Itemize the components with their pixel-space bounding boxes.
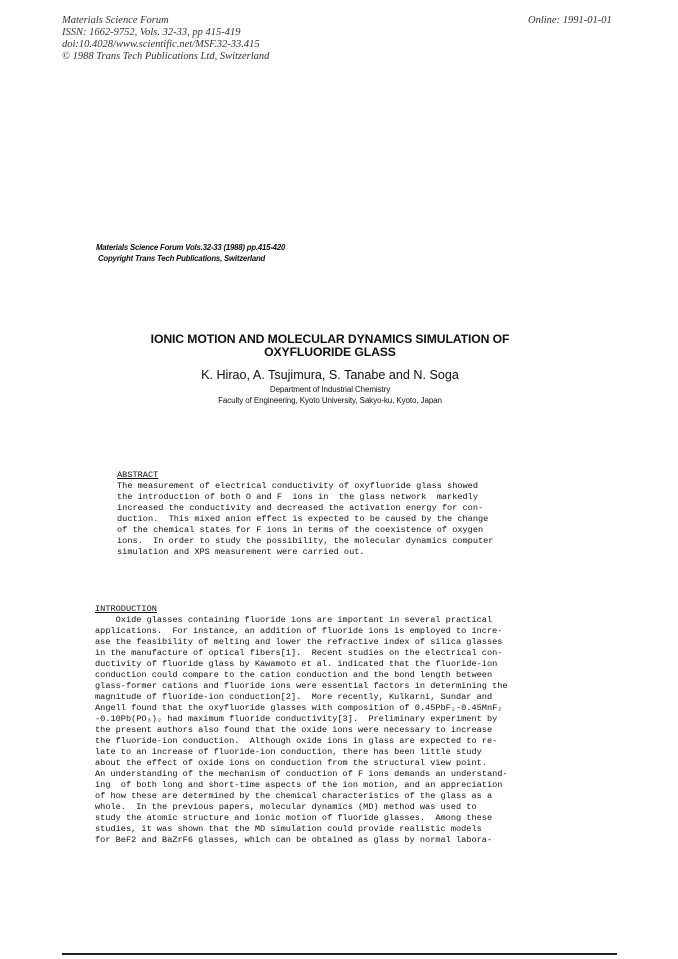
intro-line: conduction could compare to the cation conduction and the bond length between — [95, 670, 493, 680]
intro-line: the present authors also found that the oxide ions were necessary to increase — [95, 725, 493, 735]
affiliation-faculty: Faculty of Engineering, Kyoto University, Sakyo-ku, Kyoto, Japan — [218, 396, 442, 405]
intro-line: whole. In the previous papers, molecular dynamics (MD) method was used to — [95, 802, 477, 812]
journal-copyright: Copyright Trans Tech Publications, Switzerland — [98, 254, 266, 263]
paper-authors: K. Hirao, A. Tsujimura, S. Tanabe and N. Soga — [201, 368, 459, 382]
paper-title-line2: OXYFLUORIDE GLASS — [264, 345, 396, 359]
intro-line: -0.10Pb(PO₃)₂ had maximum fluoride conductivity[3]. Preliminary experiment by — [95, 714, 498, 724]
affiliation-department: Department of Industrial Chemistry — [269, 385, 391, 394]
abstract-heading: ABSTRACT — [117, 470, 159, 480]
journal-citation: Materials Science Forum Vols.32-33 (1988) pp.415-420 — [96, 243, 286, 252]
intro-line: late to an increase of fluoride-ion conduction, there has been little study — [95, 747, 482, 757]
intro-line: of how these are determined by the chemical characteristics of the glass as a — [95, 791, 493, 801]
intro-line: ductivity of fluoride glass by Kawamoto et al. indicated that the fluoride-ion — [95, 659, 498, 669]
abstract-line: duction. This mixed anion effect is expected to be caused by the change — [117, 514, 489, 524]
intro-line: Oxide glasses containing fluoride ions are important in several practical — [95, 615, 493, 625]
intro-line: applications. For instance, an addition of fluoride ions is employed to incre- — [95, 626, 503, 636]
intro-line: ing of both long and short-time aspects of the ion motion, and an appreciation — [95, 780, 503, 790]
intro-line: An understanding of the mechanism of conduction of F ions demands an understand- — [95, 769, 508, 779]
intro-line: studies, it was shown that the MD simulation could provide realistic models — [95, 824, 482, 834]
abstract-line: simulation and XPS measurement were carried out. — [117, 547, 365, 557]
intro-line: ase the feasibility of melting and lower the refractive index of silica glasses — [95, 637, 503, 647]
abstract-line: ions. In order to study the possibility, the molecular dynamics computer — [117, 536, 494, 546]
intro-line: Angell found that the oxyfluoride glasses with composition of 0.45PbF₂-0.45MnF₂ — [95, 703, 503, 713]
abstract-line: the introduction of both O and F ions in the glass network markedly — [117, 492, 478, 502]
intro-line: about the effect of oxide ions on conduction from the structural view point. — [95, 758, 487, 768]
paper-title-line1: IONIC MOTION AND MOLECULAR DYNAMICS SIMULATION OF — [150, 332, 510, 346]
intro-line: study the atomic structure and ionic motion of fluoride glasses. Among these — [95, 813, 493, 823]
issn-line: ISSN: 1662-9752, Vols. 32-33, pp 415-419 — [62, 27, 241, 38]
intro-line: for BeF2 and BaZrF6 glasses, which can be obtained as glass by normal labora- — [95, 835, 493, 845]
abstract-line: increased the conductivity and decreased the activation energy for con- — [117, 503, 484, 513]
online-date: Online: 1991-01-01 — [528, 15, 612, 26]
abstract-line: The measurement of electrical conductivity of oxyfluoride glass showed — [117, 481, 478, 491]
copyright-line: © 1988 Trans Tech Publications Ltd, Switzerland — [62, 51, 270, 62]
abstract-line: of the chemical states for F ions in terms of the coexistence of oxygen — [117, 525, 484, 535]
intro-line: glass-former cations and fluoride ions were essential factors in determining the — [95, 681, 508, 691]
introduction-heading: INTRODUCTION — [95, 604, 157, 614]
page-bottom-rule — [62, 953, 617, 955]
intro-line: in the manufacture of optical fibers[1]. Recent studies on the electrical con- — [95, 648, 503, 658]
doi-line[interactable]: doi:10.4028/www.scientific.net/MSF.32-33.415 — [62, 39, 260, 50]
intro-line: magnitude of fluoride-ion conduction[2]. More recently, Kulkarni, Sundar and — [95, 692, 493, 702]
intro-line: the fluoride-ion conduction. Although oxide ions in glass are expected to re- — [95, 736, 498, 746]
journal-name: Materials Science Forum — [62, 15, 169, 26]
